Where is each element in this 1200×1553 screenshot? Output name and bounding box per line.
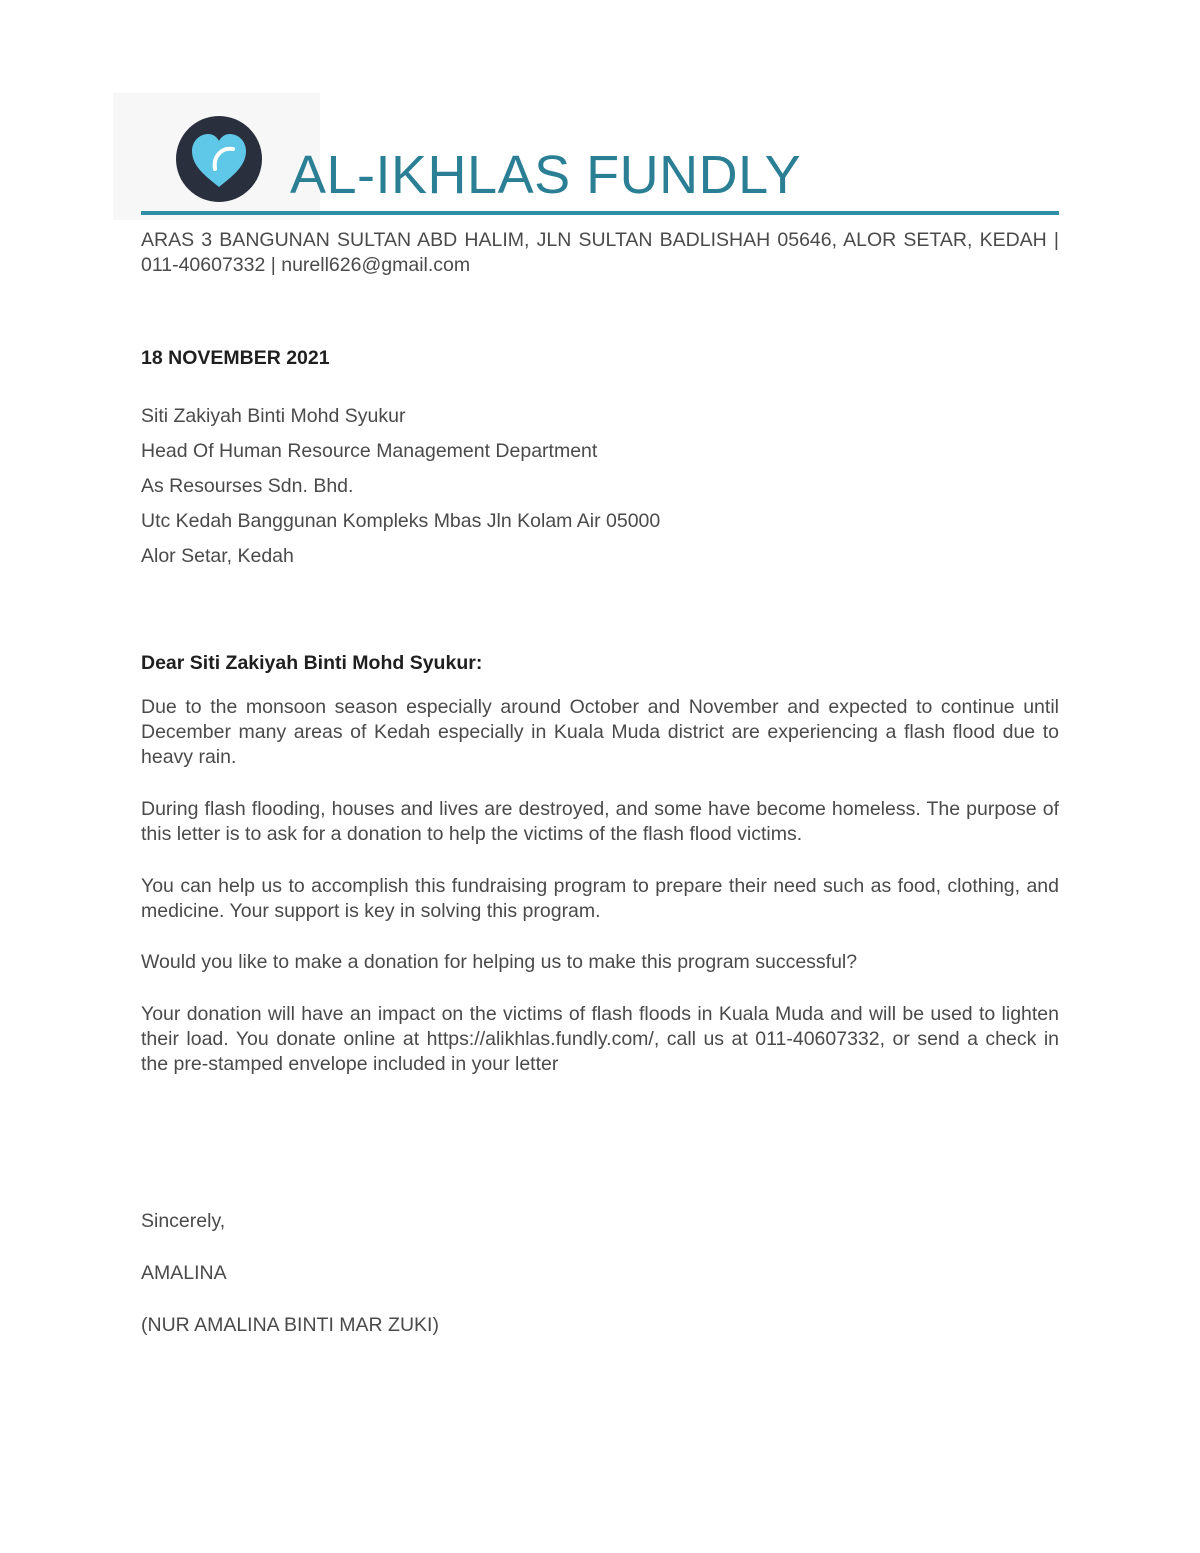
body-paragraph-2: During flash flooding, houses and lives are destroyed, and some have become homeless. The purpose of this letter is to ask for a donation to help the victims of the flash flood victims. — [141, 798, 1059, 845]
body-paragraph-1: Due to the monsoon season especially around October and November and expected to continue until December many areas of Kedah especially in Kuala Muda district are experiencing a flash flood due to heavy rain. — [141, 696, 1059, 768]
recipient-title: Head Of Human Resource Management Department — [141, 440, 598, 462]
organization-name: AL-IKHLAS FUNDLY — [290, 145, 802, 205]
body-paragraph-3: You can help us to accomplish this fundraising program to prepare their need such as food, clothing, and medicine. Your support is key in solving this program. — [141, 875, 1059, 922]
recipient-address-line2: Alor Setar, Kedah — [141, 545, 294, 567]
recipient-company: As Resourses Sdn. Bhd. — [141, 475, 354, 497]
valediction: Sincerely, — [141, 1210, 226, 1232]
body-paragraph-4: Would you like to make a donation for helping us to make this program successful? — [141, 951, 858, 973]
letterhead-address: ARAS 3 BANGUNAN SULTAN ABD HALIM, JLN SULTAN BADLISHAH 05646, ALOR SETAR, KEDAH | 011-40607332 | nurell626@gmail.com — [141, 229, 1059, 276]
letter-date: 18 NOVEMBER 2021 — [141, 347, 330, 369]
recipient-block — [141, 399, 1059, 574]
body-paragraph-5: Your donation will have an impact on the victims of flash floods in Kuala Muda and will be used to lighten their load. You donate online at https://alikhlas.fundly.com/, call us at 011-40607332, or send a check in the pre-stamped envelope included in your letter — [141, 1003, 1059, 1075]
recipient-name: Siti Zakiyah Binti Mohd Syukur — [141, 405, 406, 427]
header-divider — [141, 211, 1059, 215]
salutation: Dear Siti Zakiyah Binti Mohd Syukur: — [141, 652, 483, 674]
signature-name: AMALINA — [141, 1262, 227, 1284]
signatory-full-name: (NUR AMALINA BINTI MAR ZUKI) — [141, 1314, 439, 1336]
recipient-address-line1: Utc Kedah Banggunan Kompleks Mbas Jln Kolam Air 05000 — [141, 510, 661, 532]
heart-logo-icon — [175, 115, 263, 203]
